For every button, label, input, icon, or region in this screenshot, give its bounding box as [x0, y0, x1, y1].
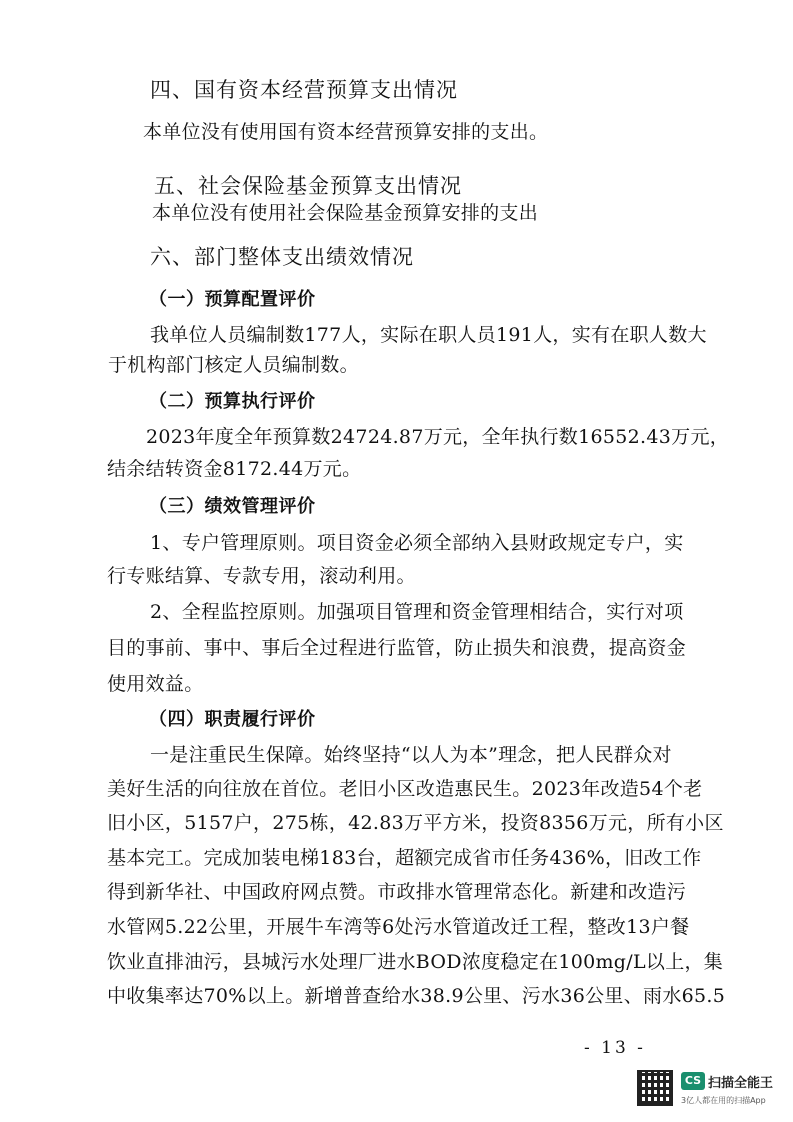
paragraph-line: 结余结转资金8172.44万元。	[107, 458, 362, 480]
section-heading-5: 五、社会保险基金预算支出情况	[154, 174, 462, 198]
paragraph-line: 2、全程监控原则。加强项目管理和资金管理相结合，实行对项	[150, 601, 684, 623]
paragraph-line: 水管网5.22公里，开展牛车湾等6处污水管道改迁工程，整改13户餐	[107, 916, 690, 938]
paragraph-line: 得到新华社、中国政府网点赞。市政排水管理常态化。新建和改造污	[107, 881, 687, 903]
paragraph-line: 目的事前、事中、事后全过程进行监管，防止损失和浪费，提高资金	[107, 637, 687, 659]
subsection-heading-3: （三）绩效管理评价	[149, 496, 316, 517]
paragraph-line: 旧小区，5157户，275栋，42.83万平方米，投资8356万元，所有小区	[107, 812, 724, 834]
paragraph-line: 于机构部门核定人员编制数。	[108, 354, 359, 376]
paragraph-line: 本单位没有使用社会保险基金预算安排的支出	[152, 202, 539, 224]
section-heading-4: 四、国有资本经营预算支出情况	[150, 78, 458, 102]
paragraph-line: 中收集率达70%以上。新增普查给水38.9公里、污水36公里、雨水65.5	[107, 985, 726, 1007]
paragraph-line: 饮业直排油污，县城污水处理厂进水BOD浓度稳定在100mg/L以上，集	[107, 951, 724, 973]
page-number: - 13 -	[584, 1038, 646, 1058]
paragraph-line: 使用效益。	[107, 673, 204, 695]
paragraph-line: 美好生活的向往放在首位。老旧小区改造惠民生。2023年改造54个老	[107, 778, 703, 800]
paragraph-line: 1、专户管理原则。项目资金必须全部纳入县财政规定专户，实	[150, 532, 684, 554]
watermark-brand: 扫描全能王	[708, 1076, 774, 1091]
paragraph-line: 2023年度全年预算数24724.87万元，全年执行数16552.43万元，	[146, 426, 730, 448]
watermark-tagline: 3亿人都在用的扫描App	[681, 1096, 766, 1105]
subsection-heading-2: （二）预算执行评价	[149, 391, 316, 412]
qr-code-icon	[637, 1070, 673, 1106]
paragraph-line: 本单位没有使用国有资本经营预算安排的支出。	[143, 121, 549, 143]
subsection-heading-1: （一）预算配置评价	[149, 289, 316, 310]
paragraph-line: 一是注重民生保障。始终坚持“以人为本”理念，把人民群众对	[150, 744, 672, 766]
paragraph-line: 行专账结算、专款专用，滚动利用。	[107, 565, 416, 587]
paragraph-line: 基本完工。完成加装电梯183台，超额完成省市任务436%，旧改工作	[107, 847, 702, 869]
scanner-logo: CS	[681, 1072, 705, 1090]
paragraph-line: 我单位人员编制数177人，实际在职人员191人，实有在职人数大	[150, 324, 707, 346]
section-heading-6: 六、部门整体支出绩效情况	[150, 245, 414, 269]
subsection-heading-4: （四）职责履行评价	[149, 709, 316, 730]
